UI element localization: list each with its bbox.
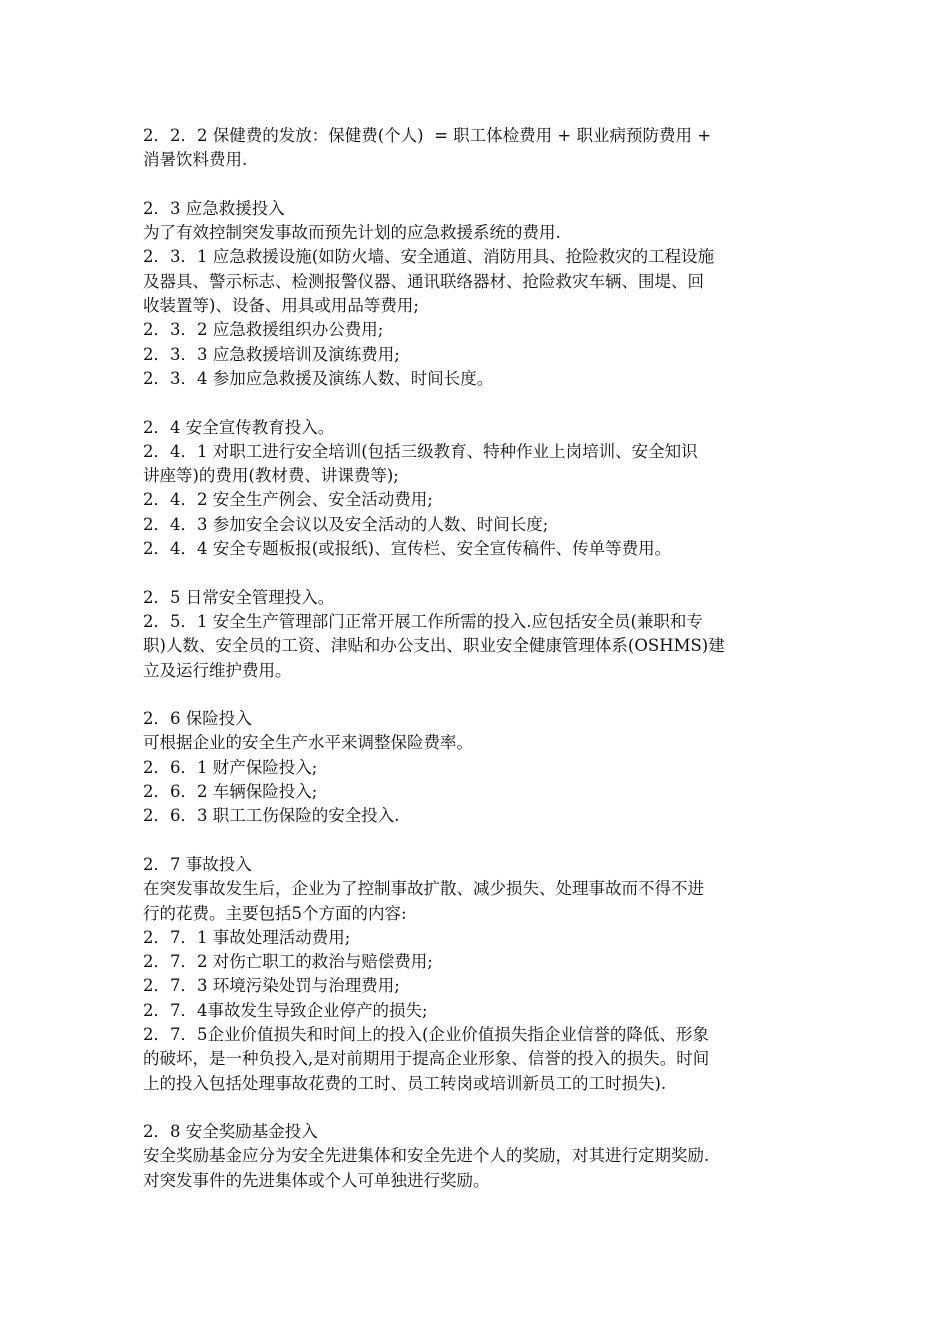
text-line: 2．6．1 财产保险投入;	[143, 757, 318, 777]
text-line: 2．5 日常安全管理投入。	[143, 587, 335, 607]
paragraph-spacer	[143, 173, 813, 197]
text-line: 在突发事故发生后，企业为了控制事故扩散、减少损失、处理事故而不得不进	[143, 879, 704, 899]
text-line: 2．7．1 事故处理活动费用;	[143, 927, 351, 947]
text-line: 2．3．4 参加应急救援及演练人数、时间长度。	[143, 368, 494, 388]
text-line: 2．3 应急救援投入	[143, 198, 285, 218]
text-line: 2．7．5企业价值损失和时间上的投入(企业价值损失指企业信誉的降低、形象	[143, 1024, 709, 1044]
text-line: 2．4．4 安全专题板报(或报纸)、宣传栏、安全宣传稿件、传单等费用。	[143, 539, 672, 559]
text-line: 2．7 事故投入	[143, 854, 252, 874]
text-line: 上的投入包括处理事故花费的工时、员工转岗或培训新员工的工时损失).	[143, 1073, 667, 1093]
text-line: 2．3．3 应急救援培训及演练费用;	[143, 344, 400, 364]
text-line: 收装置等)、设备、用具或用品等费用;	[143, 296, 419, 316]
text-line: 立及运行维护费用。	[143, 660, 292, 680]
text-line: 2．3．1 应急救援设施(如防火墙、安全通道、消防用具、抢险救灾的工程设施	[143, 247, 715, 267]
text-line: 讲座等)的费用(教材费、讲课费等);	[143, 466, 399, 486]
text-line: 2．7．3 环境污染处罚与治理费用;	[143, 976, 400, 996]
text-line: 2．4．3 参加安全会议以及安全活动的人数、时间长度;	[143, 514, 549, 534]
text-line: 2．5．1 安全生产管理部门正常开展工作所需的投入.应包括安全员(兼职和专	[143, 611, 703, 631]
text-line: 消暑饮料费用.	[143, 150, 248, 170]
document-body	[143, 124, 813, 1193]
text-line: 2．6．2 车辆保险投入;	[143, 782, 318, 802]
paragraph-spacer	[143, 561, 813, 585]
paragraph-spacer	[143, 829, 813, 853]
text-line: 安全奖励基金应分为安全先进集体和安全先进个人的奖励，对其进行定期奖励.	[143, 1146, 710, 1166]
text-line: 2．4．1 对职工进行安全培训(包括三级教育、特种作业上岗培训、安全知识	[143, 441, 698, 461]
paragraph-spacer	[143, 1096, 813, 1120]
text-line: 2．2．2 保健费的发放：保健费(个人) = 职工体检费用 + 职业病预防费用 +	[143, 126, 712, 145]
text-line: 及器具、警示标志、检测报警仪器、通讯联络器材、抢险救灾车辆、围堤、回	[143, 271, 704, 291]
text-line: 为了有效控制突发事故而预先计划的应急救援系统的费用.	[143, 223, 561, 243]
text-line: 2．4．2 安全生产例会、安全活动费用;	[143, 490, 433, 510]
text-line: 2．8 安全奖励基金投入	[143, 1122, 318, 1142]
text-line: 2．6．3 职工工伤保险的安全投入.	[143, 806, 400, 826]
text-line: 职)人数、安全员的工资、津贴和办公支出、职业安全健康管理体系(OSHMS)建	[143, 636, 725, 656]
text-line: 2．6 保险投入	[143, 709, 252, 729]
text-line: 2．7．2 对伤亡职工的救治与赔偿费用;	[143, 952, 433, 972]
text-line: 行的花费。主要包括5个方面的内容:	[143, 903, 407, 923]
text-line: 2．4 安全宣传教育投入。	[143, 417, 335, 437]
text-line: 的破坏，是一种负投入,是对前期用于提高企业形象、信誉的投入的损失。时间	[143, 1049, 710, 1069]
text-line: 2．7．4事故发生导致企业停产的损失;	[143, 1000, 428, 1020]
paragraph-spacer	[143, 683, 813, 707]
text-line: 2．3．2 应急救援组织办公费用;	[143, 320, 384, 340]
text-line: 对突发事件的先进集体或个人可单独进行奖励。	[143, 1170, 490, 1190]
text-line: 可根据企业的安全生产水平来调整保险费率。	[143, 733, 473, 753]
paragraph-spacer	[143, 391, 813, 415]
